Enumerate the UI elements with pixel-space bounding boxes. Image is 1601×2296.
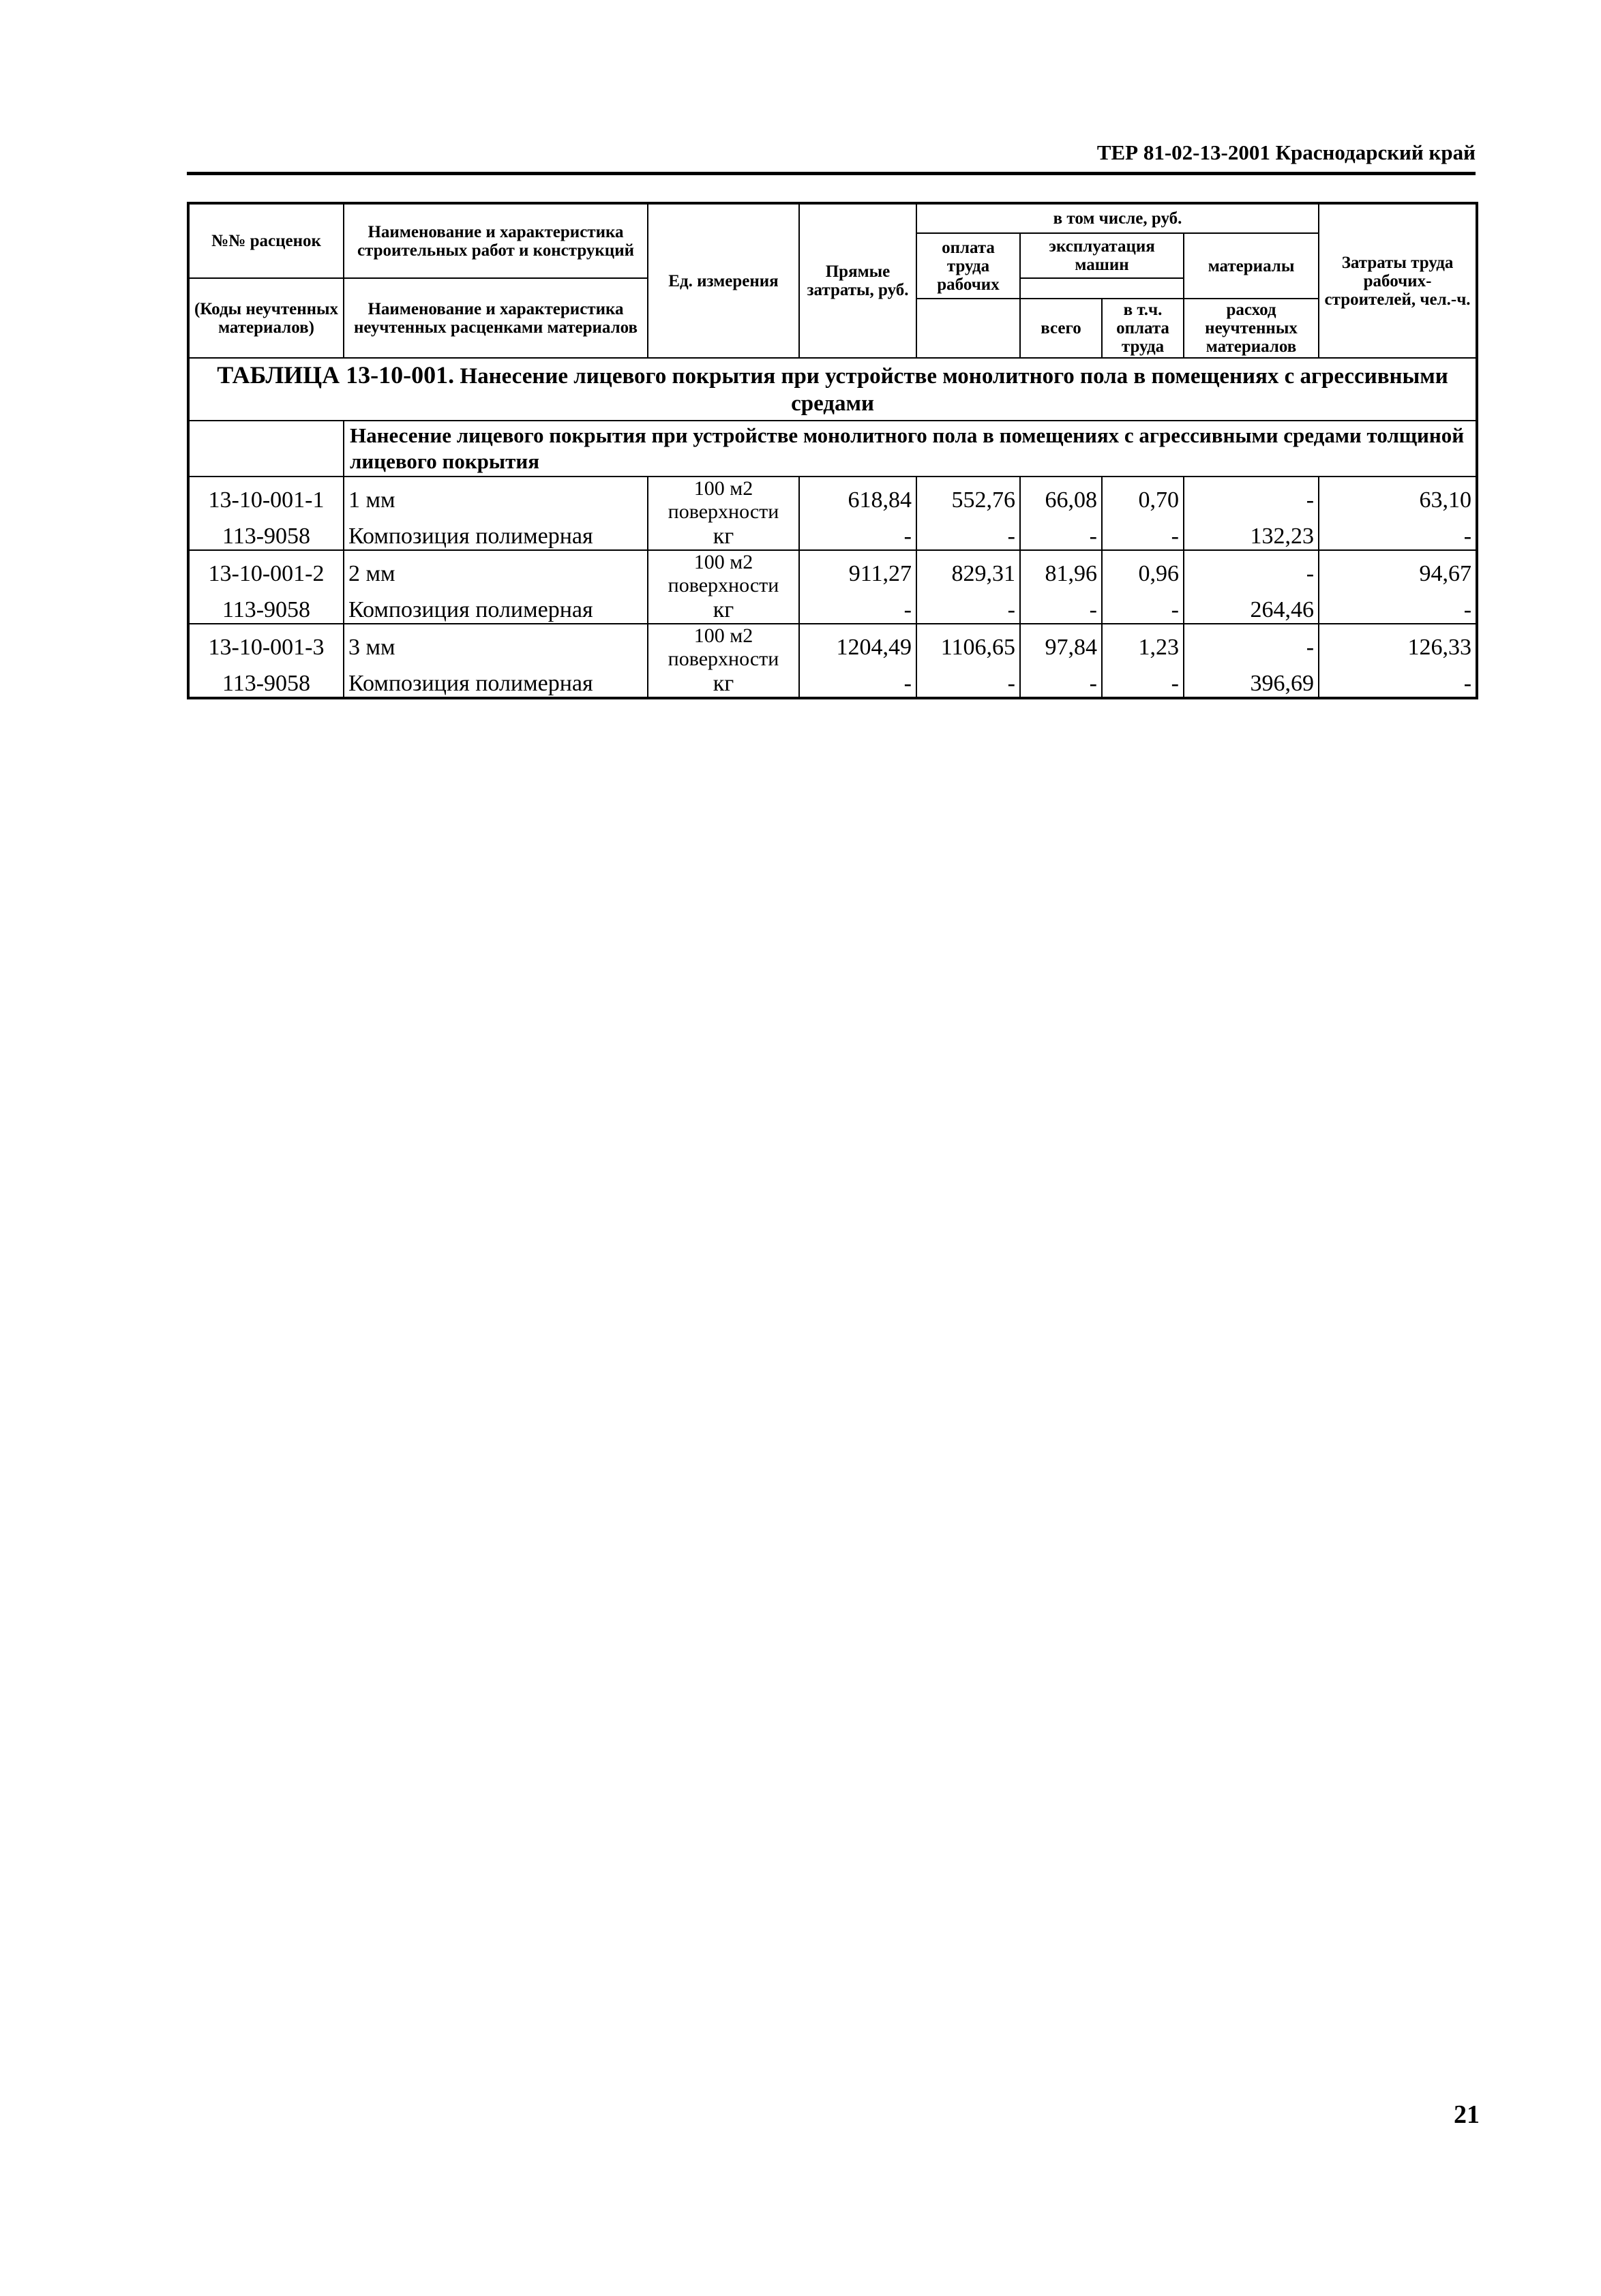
rate-materials: - — [1184, 550, 1319, 597]
material-name: Композиция полимерная — [344, 597, 648, 624]
header-title: ТЕР 81-02-13-2001 Краснодарский край — [1096, 140, 1476, 164]
material-code: 113-9058 — [188, 597, 344, 624]
material-labor: - — [916, 671, 1020, 698]
col-incl-header: в том числе, руб. — [916, 203, 1319, 233]
col-unit-header: Ед. измерения — [648, 203, 799, 358]
material-direct: - — [799, 597, 916, 624]
material-labor-cost: - — [1319, 524, 1477, 550]
table-row — [188, 624, 1477, 671]
material-unit: кг — [648, 597, 799, 624]
material-labor: - — [916, 524, 1020, 550]
col-laborpay-header: оплата труда рабочих — [916, 233, 1020, 299]
col-name-header: Наименование и характеристика строительных работ и конструкций — [344, 203, 648, 278]
material-amount: 264,46 — [1184, 597, 1319, 624]
col-laborpay-header-2 — [916, 299, 1020, 358]
rate-mach-labor: 0,70 — [1102, 477, 1184, 524]
material-labor-cost: - — [1319, 597, 1477, 624]
table-row-material — [188, 671, 1477, 698]
rate-unit: 100 м2 поверхности — [648, 477, 799, 524]
col-materials-sub-header: расход неучтенных материалов — [1184, 299, 1319, 358]
material-mach-labor: - — [1102, 597, 1184, 624]
table-title-text: Нанесение лицевого покрытия при устройстве монолитного пола в помещениях с агрессивными средами — [460, 364, 1448, 416]
rate-unit: 100 м2 поверхности — [648, 550, 799, 597]
col-name-sub-header: Наименование и характеристика неучтенных расценками материалов — [344, 278, 648, 358]
table-title — [188, 358, 1477, 421]
col-code-header: №№ расценок — [188, 203, 344, 278]
rate-labor: 552,76 — [916, 477, 1020, 524]
col-code-sub-header: (Коды неучтенных материалов) — [188, 278, 344, 358]
rate-mach-total: 97,84 — [1020, 624, 1102, 671]
material-mach-total: - — [1020, 671, 1102, 698]
rate-labor-cost: 94,67 — [1319, 550, 1477, 597]
rate-labor-cost: 126,33 — [1319, 624, 1477, 671]
rate-labor: 1106,65 — [916, 624, 1020, 671]
subheader-text: Нанесение лицевого покрытия при устройстве монолитного пола в помещениях с агрессивными средами толщиной лицевого покрытия — [344, 421, 1477, 477]
material-direct: - — [799, 671, 916, 698]
material-amount: 396,69 — [1184, 671, 1319, 698]
page-number: 21 — [1454, 2100, 1480, 2129]
rate-direct: 618,84 — [799, 477, 916, 524]
rate-materials: - — [1184, 477, 1319, 524]
rate-code: 13-10-001-1 — [188, 477, 344, 524]
rate-mach-total: 66,08 — [1020, 477, 1102, 524]
rate-direct: 1204,49 — [799, 624, 916, 671]
material-code: 113-9058 — [188, 671, 344, 698]
rate-unit: 100 м2 поверхности — [648, 624, 799, 671]
table-row — [188, 550, 1477, 597]
subheader-empty — [188, 421, 344, 477]
rate-code: 13-10-001-2 — [188, 550, 344, 597]
rate-name: 2 мм — [344, 550, 648, 597]
document-header — [187, 139, 1476, 175]
material-name: Композиция полимерная — [344, 671, 648, 698]
subheader-row — [188, 421, 1477, 477]
rate-code: 13-10-001-3 — [188, 624, 344, 671]
material-direct: - — [799, 524, 916, 550]
rate-name: 3 мм — [344, 624, 648, 671]
material-amount: 132,23 — [1184, 524, 1319, 550]
rate-materials: - — [1184, 624, 1319, 671]
col-materials-header: материалы — [1184, 233, 1319, 299]
rate-mach-total: 81,96 — [1020, 550, 1102, 597]
col-machines-total-header: всего — [1020, 299, 1102, 358]
rate-labor: 829,31 — [916, 550, 1020, 597]
table-row-material — [188, 524, 1477, 550]
material-mach-total: - — [1020, 524, 1102, 550]
material-code: 113-9058 — [188, 524, 344, 550]
material-unit: кг — [648, 524, 799, 550]
rate-mach-labor: 1,23 — [1102, 624, 1184, 671]
rate-direct: 911,27 — [799, 550, 916, 597]
rate-mach-labor: 0,96 — [1102, 550, 1184, 597]
col-direct-header: Прямые затраты, руб. — [799, 203, 916, 358]
rate-name: 1 мм — [344, 477, 648, 524]
table-row — [188, 477, 1477, 524]
material-mach-labor: - — [1102, 524, 1184, 550]
material-labor: - — [916, 597, 1020, 624]
table-title-label: ТАБЛИЦА 13-10-001. — [217, 361, 455, 389]
col-laborcost-header: Затраты труда рабочих-строителей, чел.-ч. — [1319, 203, 1477, 358]
col-machines-header: эксплуатация машин — [1020, 233, 1184, 278]
material-mach-labor: - — [1102, 671, 1184, 698]
col-machines-labor-header: в т.ч. оплата труда — [1102, 299, 1184, 358]
material-mach-total: - — [1020, 597, 1102, 624]
material-labor-cost: - — [1319, 671, 1477, 698]
material-name: Композиция полимерная — [344, 524, 648, 550]
table-row-material — [188, 597, 1477, 624]
table-title-row — [188, 358, 1477, 421]
rate-labor-cost: 63,10 — [1319, 477, 1477, 524]
rates-table — [187, 202, 1478, 699]
material-unit: кг — [648, 671, 799, 698]
